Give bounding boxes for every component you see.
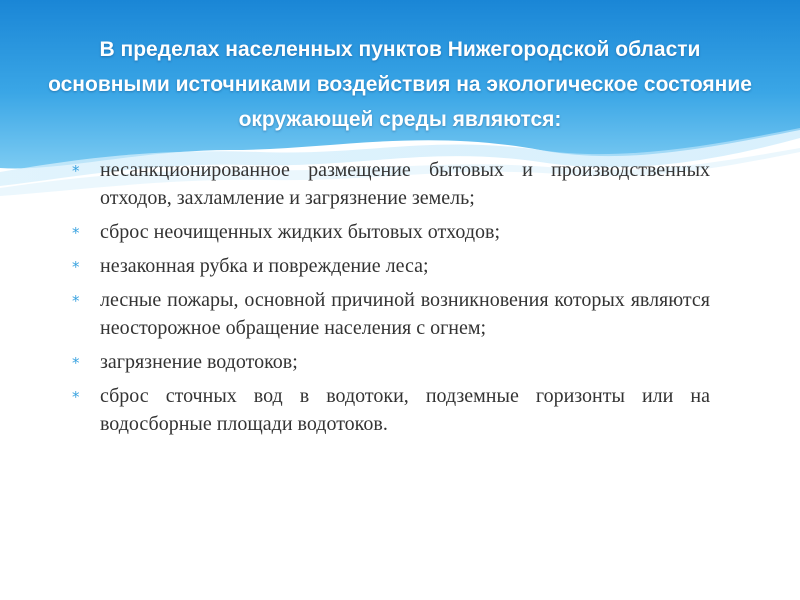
asterisk-bullet-icon: * bbox=[72, 258, 80, 276]
asterisk-bullet-icon: * bbox=[72, 292, 80, 310]
asterisk-bullet-icon: * bbox=[72, 388, 80, 406]
list-item bbox=[70, 286, 710, 342]
list-item bbox=[70, 252, 710, 280]
list-item bbox=[70, 218, 710, 246]
list-item-text: несанкционированное размещение бытовых и производственных отходов, захламление и загрязнение земель; bbox=[100, 159, 710, 209]
list-item-text: сброс неочищенных жидких бытовых отходов; bbox=[100, 221, 501, 243]
list-item-text: лесные пожары, основной причиной возникновения которых являются неосторожное обращение населения с огнем; bbox=[100, 289, 710, 339]
list-item bbox=[70, 348, 710, 376]
list-item-text: загрязнение водотоков; bbox=[100, 351, 298, 373]
list-item-text: незаконная рубка и повреждение леса; bbox=[100, 255, 429, 277]
asterisk-bullet-icon: * bbox=[72, 224, 80, 242]
asterisk-bullet-icon: * bbox=[72, 354, 80, 372]
slide-title: В пределах населенных пунктов Нижегородской области основными источниками воздействия на экологическое состояние окружающей среды являются: bbox=[48, 38, 752, 131]
list-item bbox=[70, 382, 710, 438]
bullet-list bbox=[70, 156, 710, 444]
asterisk-bullet-icon: * bbox=[72, 162, 80, 180]
list-item-text: сброс сточных вод в водотоки, подземные горизонты или на водосборные площади водотоков. bbox=[100, 385, 710, 435]
list-item bbox=[70, 156, 710, 212]
